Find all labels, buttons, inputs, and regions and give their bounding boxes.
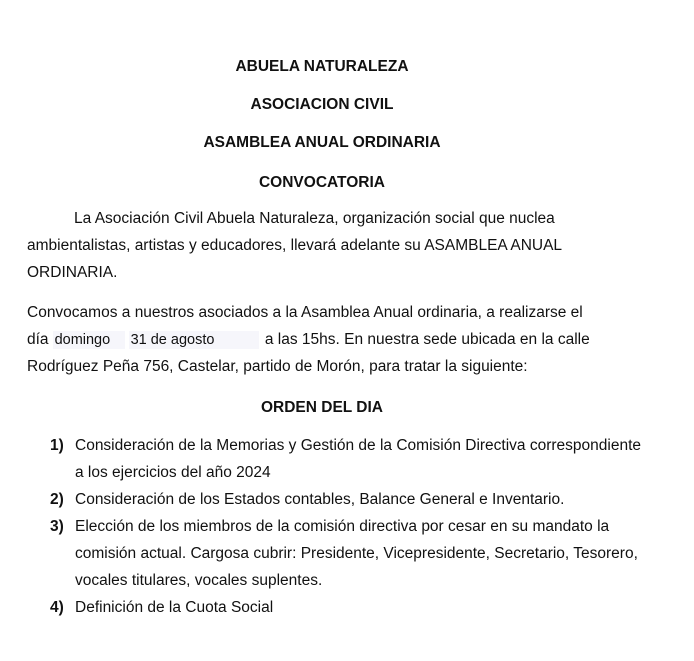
call-text-line1: Convocamos a nuestros asociados a la Asamblea Anual ordinaria, a realizarse el [27,304,583,321]
heading-convocatoria: CONVOCATORIA [258,174,385,191]
orden-del-dia-title: ORDEN DEL DIA [260,399,383,416]
heading-org-type: ASOCIACION CIVIL [250,96,394,113]
agenda-item-text: Consideración de la Memorias y Gestión de la Comisión Directiva correspondiente a los ejercicios del año 2024 [75,437,642,481]
agenda-item-number: 1) [50,437,64,454]
agenda-item-number: 2) [50,491,64,508]
call-text-rest: a las 15hs. En nuestra sede ubicada en la calle Rodríguez Peña 756, Castelar, partido de Morón, para tratar la siguiente: [27,331,590,375]
agenda-item-text: Consideración de los Estados contables, Balance General e Inventario. [75,491,565,508]
call-paragraph [27,299,627,380]
day-field[interactable]: domingo [53,331,125,349]
agenda-item [0,594,650,621]
agenda-item [0,513,650,594]
agenda-item-number: 3) [50,518,64,535]
dia-label: día [27,331,49,348]
heading-org-name: ABUELA NATURALEZA [235,58,409,75]
heading-assembly: ASAMBLEA ANUAL ORDINARIA [203,134,441,151]
agenda-item-number: 4) [50,599,64,616]
agenda-item [0,432,650,486]
date-field[interactable]: 31 de agosto [129,331,259,349]
agenda-item [0,486,650,513]
agenda-list [0,432,650,621]
agenda-item-text: Definición de la Cuota Social [75,599,274,616]
intro-paragraph: La Asociación Civil Abuela Naturaleza, organización social que nuclea ambientalistas, artistas y educadores, llevará adelante su ASAMBLEA ANUAL ORDINARIA. [27,210,562,281]
agenda-item-text: Elección de los miembros de la comisión directiva por cesar en su mandato la comisión actual. Cargosa cubrir: Presidente, Vicepresidente, Secretario, Tesorero, vocales titulares, vocales suplentes. [75,518,638,589]
